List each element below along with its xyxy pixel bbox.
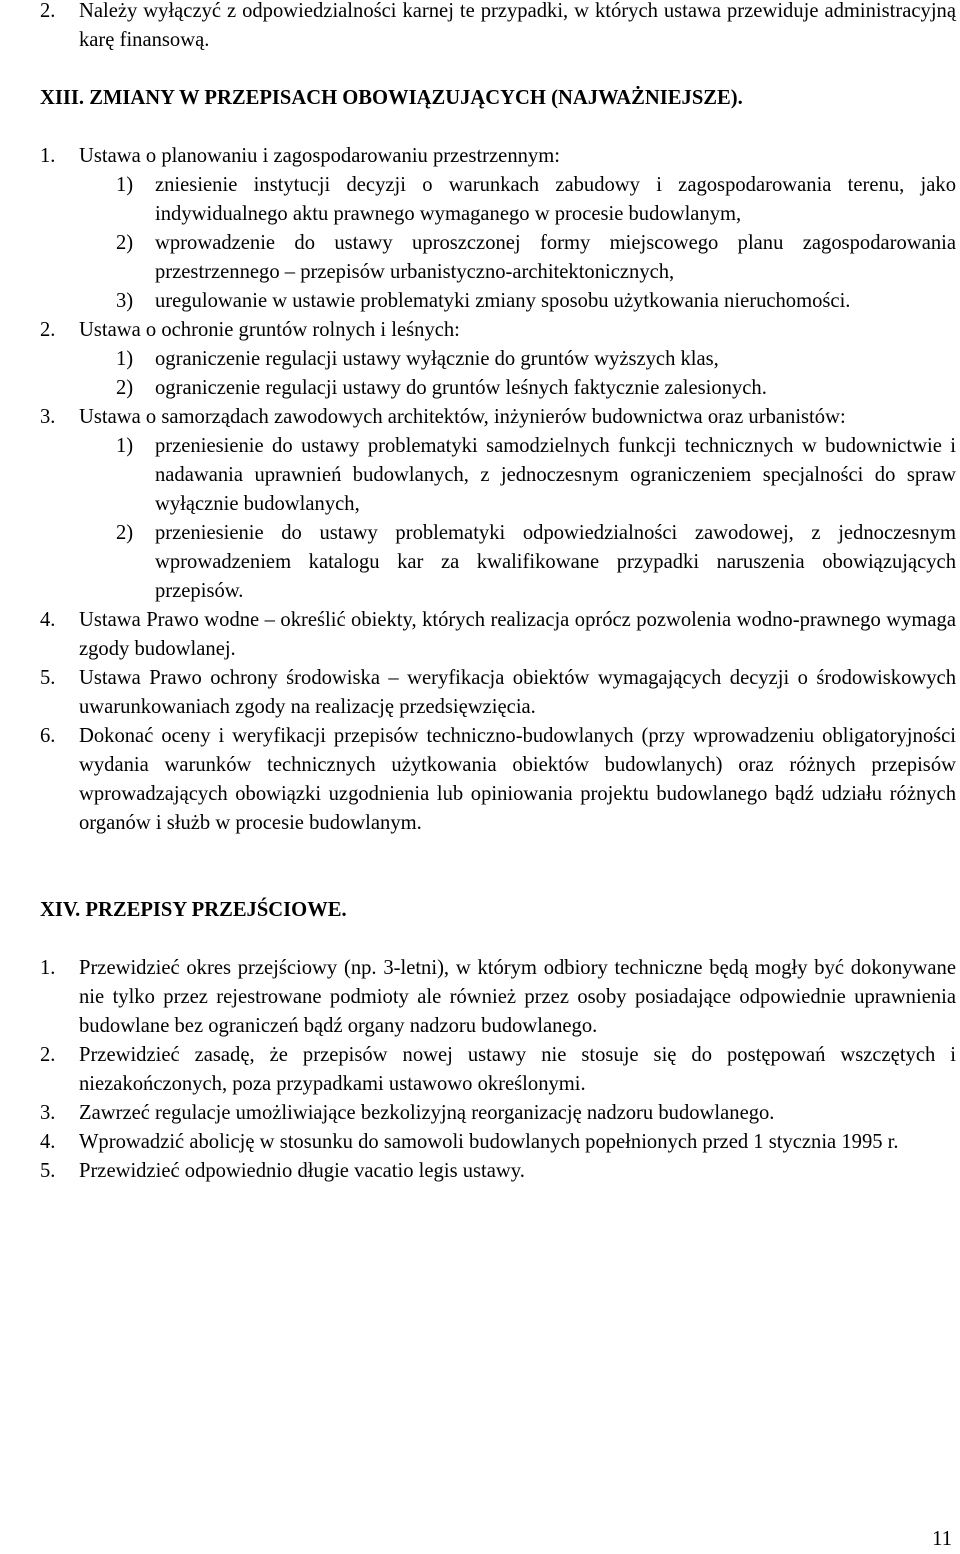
item-number: 5. <box>40 667 56 689</box>
item-number: 1. <box>40 145 56 167</box>
section-xiv-item <box>40 1099 956 1128</box>
sub-item <box>40 519 956 606</box>
item-text: Ustawa Prawo ochrony środowiska – weryfikacja obiektów wymagających decyzji o środowiskowych uwarunkowaniach zgody na realizację przedsięwzięcia. <box>79 667 956 718</box>
item-number: 2. <box>40 319 56 341</box>
section-xiii-item <box>40 403 956 432</box>
sub-item-number: 2) <box>116 522 134 544</box>
section-xiv-item <box>40 1128 956 1157</box>
item-number: 3. <box>40 406 56 428</box>
sub-item-text: przeniesienie do ustawy problematyki odpowiedzialności zawodowej, z jednoczesnym wprowadzeniem katalogu kar za kwalifikowane przypadki naruszenia obowiązujących przepisów. <box>155 522 956 602</box>
item-text: Ustawa o samorządach zawodowych architektów, inżynierów budownictwa oraz urbanistów: <box>79 406 846 428</box>
item-number: 4. <box>40 1131 56 1153</box>
item-text: Przewidzieć odpowiednio długie vacatio legis ustawy. <box>79 1160 525 1182</box>
intro-number: 2. <box>40 0 56 22</box>
sub-item-number: 2) <box>116 232 134 254</box>
item-text: Przewidzieć zasadę, że przepisów nowej ustawy nie stosuje się do postępowań wszczętych i niezakończonych, poza przypadkami ustawowo określonymi. <box>79 1044 956 1095</box>
sub-item-text: przeniesienie do ustawy problematyki samodzielnych funkcji technicznych w budownictwie i nadawania uprawnień budowlanych, z jednoczesnym ograniczeniem specjalności do spraw wyłącznie budowlanych, <box>155 435 956 515</box>
sub-item-number: 3) <box>116 290 134 312</box>
section-xiii-item <box>40 606 956 664</box>
sub-item-text: wprowadzenie do ustawy uproszczonej formy miejscowego planu zagospodarowania przestrzennego – przepisów urbanistyczno-architektonicznych, <box>155 232 956 283</box>
item-number: 2. <box>40 1044 56 1066</box>
section-xiv-item <box>40 1041 956 1099</box>
sub-item-number: 1) <box>116 174 134 196</box>
sub-item-text: zniesienie instytucji decyzji o warunkach zabudowy i zagospodarowania terenu, jako indywidualnego aktu prawnego wymaganego w procesie budowlanym, <box>155 174 956 225</box>
section-xiv-item <box>40 1157 956 1186</box>
section-xiv-item <box>40 954 956 1041</box>
sub-item-text: ograniczenie regulacji ustawy do gruntów leśnych faktycznie zalesionych. <box>155 377 767 399</box>
item-text: Zawrzeć regulacje umożliwiające bezkolizyjną reorganizację nadzoru budowlanego. <box>79 1102 775 1124</box>
section-xiii-item <box>40 722 956 838</box>
section-xiii-heading: XIII. ZMIANY W PRZEPISACH OBOWIĄZUJĄCYCH (NAJWAŻNIEJSZE). <box>40 87 743 109</box>
item-text: Dokonać oceny i weryfikacji przepisów techniczno-budowlanych (przy wprowadzeniu obligatoryjności wydania warunków technicznych użytkowania obiektów budowlanych) oraz różnych przepisów wprowadzających obowiązki uzgodnienia lub opiniowania projektu budowlanego bądź udziału różnych organów i służb w procesie budowlanym. <box>79 725 956 834</box>
item-text: Ustawa o ochronie gruntów rolnych i leśnych: <box>79 319 460 341</box>
section-xiv-heading: XIV. PRZEPISY PRZEJŚCIOWE. <box>40 899 347 921</box>
item-text: Przewidzieć okres przejściowy (np. 3-letni), w którym odbiory techniczne będą mogły być dokonywane nie tylko przez rejestrowane podmioty ale również przez osoby posiadające odpowiednie uprawnienia budowlane bez ograniczeń bądź organy nadzoru budowlanego. <box>79 957 956 1037</box>
item-text: Ustawa o planowaniu i zagospodarowaniu przestrzennym: <box>79 145 560 167</box>
item-number: 4. <box>40 609 56 631</box>
sub-item-number: 2) <box>116 377 134 399</box>
sub-item-text: ograniczenie regulacji ustawy wyłącznie do gruntów wyższych klas, <box>155 348 719 370</box>
item-number: 6. <box>40 725 56 747</box>
sub-item <box>40 432 956 519</box>
sub-item-text: uregulowanie w ustawie problematyki zmiany sposobu użytkowania nieruchomości. <box>155 290 851 312</box>
intro-text: Należy wyłączyć z odpowiedzialności karnej te przypadki, w których ustawa przewiduje administracyjną karę finansową. <box>79 0 956 51</box>
item-number: 5. <box>40 1160 56 1182</box>
sub-item-number: 1) <box>116 348 134 370</box>
item-text: Ustawa Prawo wodne – określić obiekty, których realizacja oprócz pozwolenia wodno-prawnego wymaga zgody budowlanej. <box>79 609 956 660</box>
sub-item-number: 1) <box>116 435 134 457</box>
page-number: 11 <box>932 1528 952 1550</box>
sub-item <box>40 229 956 287</box>
sub-item <box>40 287 956 316</box>
item-number: 1. <box>40 957 56 979</box>
intro-paragraph <box>40 0 956 55</box>
item-text: Wprowadzić abolicję w stosunku do samowoli budowlanych popełnionych przed 1 stycznia 1995 r. <box>79 1131 899 1153</box>
section-xiii-item <box>40 664 956 722</box>
section-xiii-item <box>40 316 956 345</box>
document-body <box>40 0 956 1186</box>
item-number: 3. <box>40 1102 56 1124</box>
section-xiii-item <box>40 142 956 171</box>
sub-item <box>40 374 956 403</box>
sub-item <box>40 345 956 374</box>
sub-item <box>40 171 956 229</box>
